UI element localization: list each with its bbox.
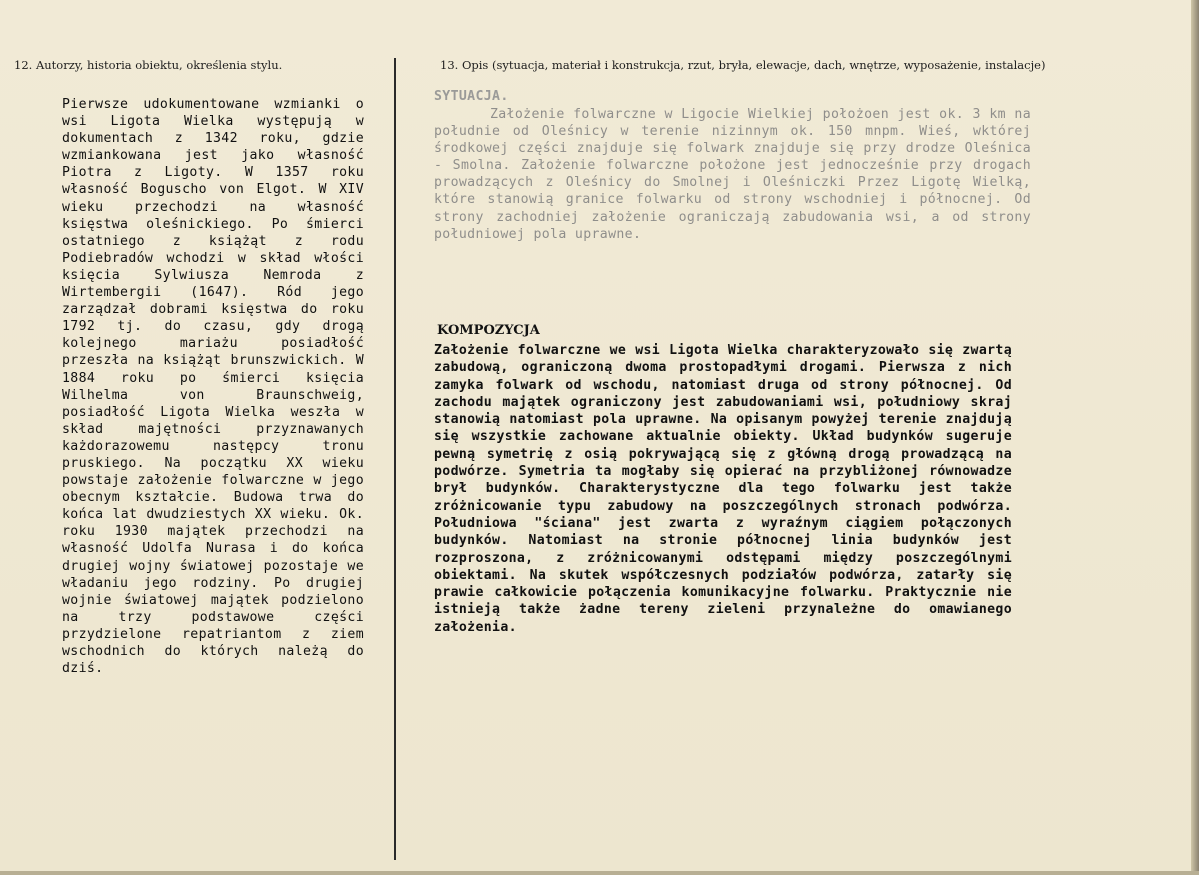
section-13-heading: 13. Opis (sytuacja, materiał i konstrukcja, rzut, bryła, elewacje, dach, wnętrze, wyposażenie, instalacje)	[440, 58, 1046, 72]
section-12-heading: 12. Autorzy, historia obiektu, określenia stylu.	[14, 58, 283, 72]
page-edge-bottom	[0, 871, 1199, 875]
situation-title: SYTUACJA.	[434, 89, 509, 104]
situation-paragraph: Założenie folwarczne w Ligocie Wielkiej położoen jest ok. 3 km na południe od Oleśnicy w terenie nizinnym ok. 150 mnpm. Wieś, wktórej środkowej części znajduje się folwark znajduje się przy drodze Oleśnica - Smolna. Założenie folwarczne położone jest jednocześnie przy drogach prowadzących z Oleśnicy do Smolnej i Oleśniczki Przez Ligotę Wielką, które stanowią granice folwarku od strony wschodniej i północnej. Od strony zachodniej założenie ograniczają zabudowania wsi, a od strony południowej pola uprawne.	[434, 107, 1031, 242]
history-paragraph: Pierwsze udokumentowane wzmianki o wsi Ligota Wielka występują w dokumentach z 1342 roku, gdzie wzmiankowana jest jako własność Piotra z Ligoty. W 1357 roku własność Boguscho von Elgot. W XIV wieku przechodzi na własność księstwa oleśnickiego. Po śmierci ostatniego z książąt z rodu Podiebradów wchodzi w skład włości księcia Sylwiusza Nemroda z Wirtembergii (1647). Ród jego zarządzał dobrami księstwa do roku 1792 tj. do czasu, gdy drogą kolejnego mariażu posiadłość przeszła na książąt brunszwickich. W 1884 roku po śmierci księcia Wilhelma von Braunschweig, posiadłość Ligota Wielka weszła w skład majętności przyznawanych każdorazowemu następcy tronu pruskiego. Na początku XX wieku powstaje założenie folwarczne w jego obecnym kształcie. Budowa trwa do końca lat dwudziestych XX wieku. Ok. roku 1930 majątek przechodzi na własność Udolfa Nurasa i do końca drugiej wojny światowej pozostaje we władaniu jego rodziny. Po drugiej wojnie światowej majątek podzielono na trzy podstawowe części przydzielone repatriantom z ziem wschodnich do których należą do dziś.	[62, 97, 364, 677]
composition-title: KOMPOZYCJA	[437, 323, 540, 338]
page-edge-right	[1191, 0, 1199, 875]
column-divider	[394, 58, 396, 860]
composition-paragraph: Założenie folwarczne we wsi Ligota Wielka charakteryzowało się zwartą zabudową, ograniczoną dwoma prostopadłymi drogami. Pierwsza z nich zamyka folwark od wschodu, natomiast druga od strony północnej. Od zachodu majątek ograniczony jest zabudowaniami wsi, południowy skraj stanowią natomiast pola uprawne. Na opisanym powyżej terenie znajdują się wszystkie zachowane aktualnie obiekty. Układ budynków sugeruje pewną symetrię z osią pokrywającą się z główną drogą prowadzącą na podwórze. Symetria ta mogłaby się opierać na przybliżonej równowadze brył budynków. Charakterystyczne dla tego folwarku jest także zróżnicowanie typu zabudowy na poszczególnych stronach podwórza. Południowa "ściana" jest zwarta z wyraźnym ciągiem połączonych budynków. Natomiast na stronie północnej linia budynków jest rozproszona, z zróżnicowanymi odstępami między poszczególnymi obiektami. Na skutek współczesnych podziałów podwórza, zatarły się prawie całkowicie połączenia komunikacyjne folwarku. Praktycznie nie istnieją także żadne tereny zieleni przynależne do omawianego założenia.	[434, 343, 1012, 635]
